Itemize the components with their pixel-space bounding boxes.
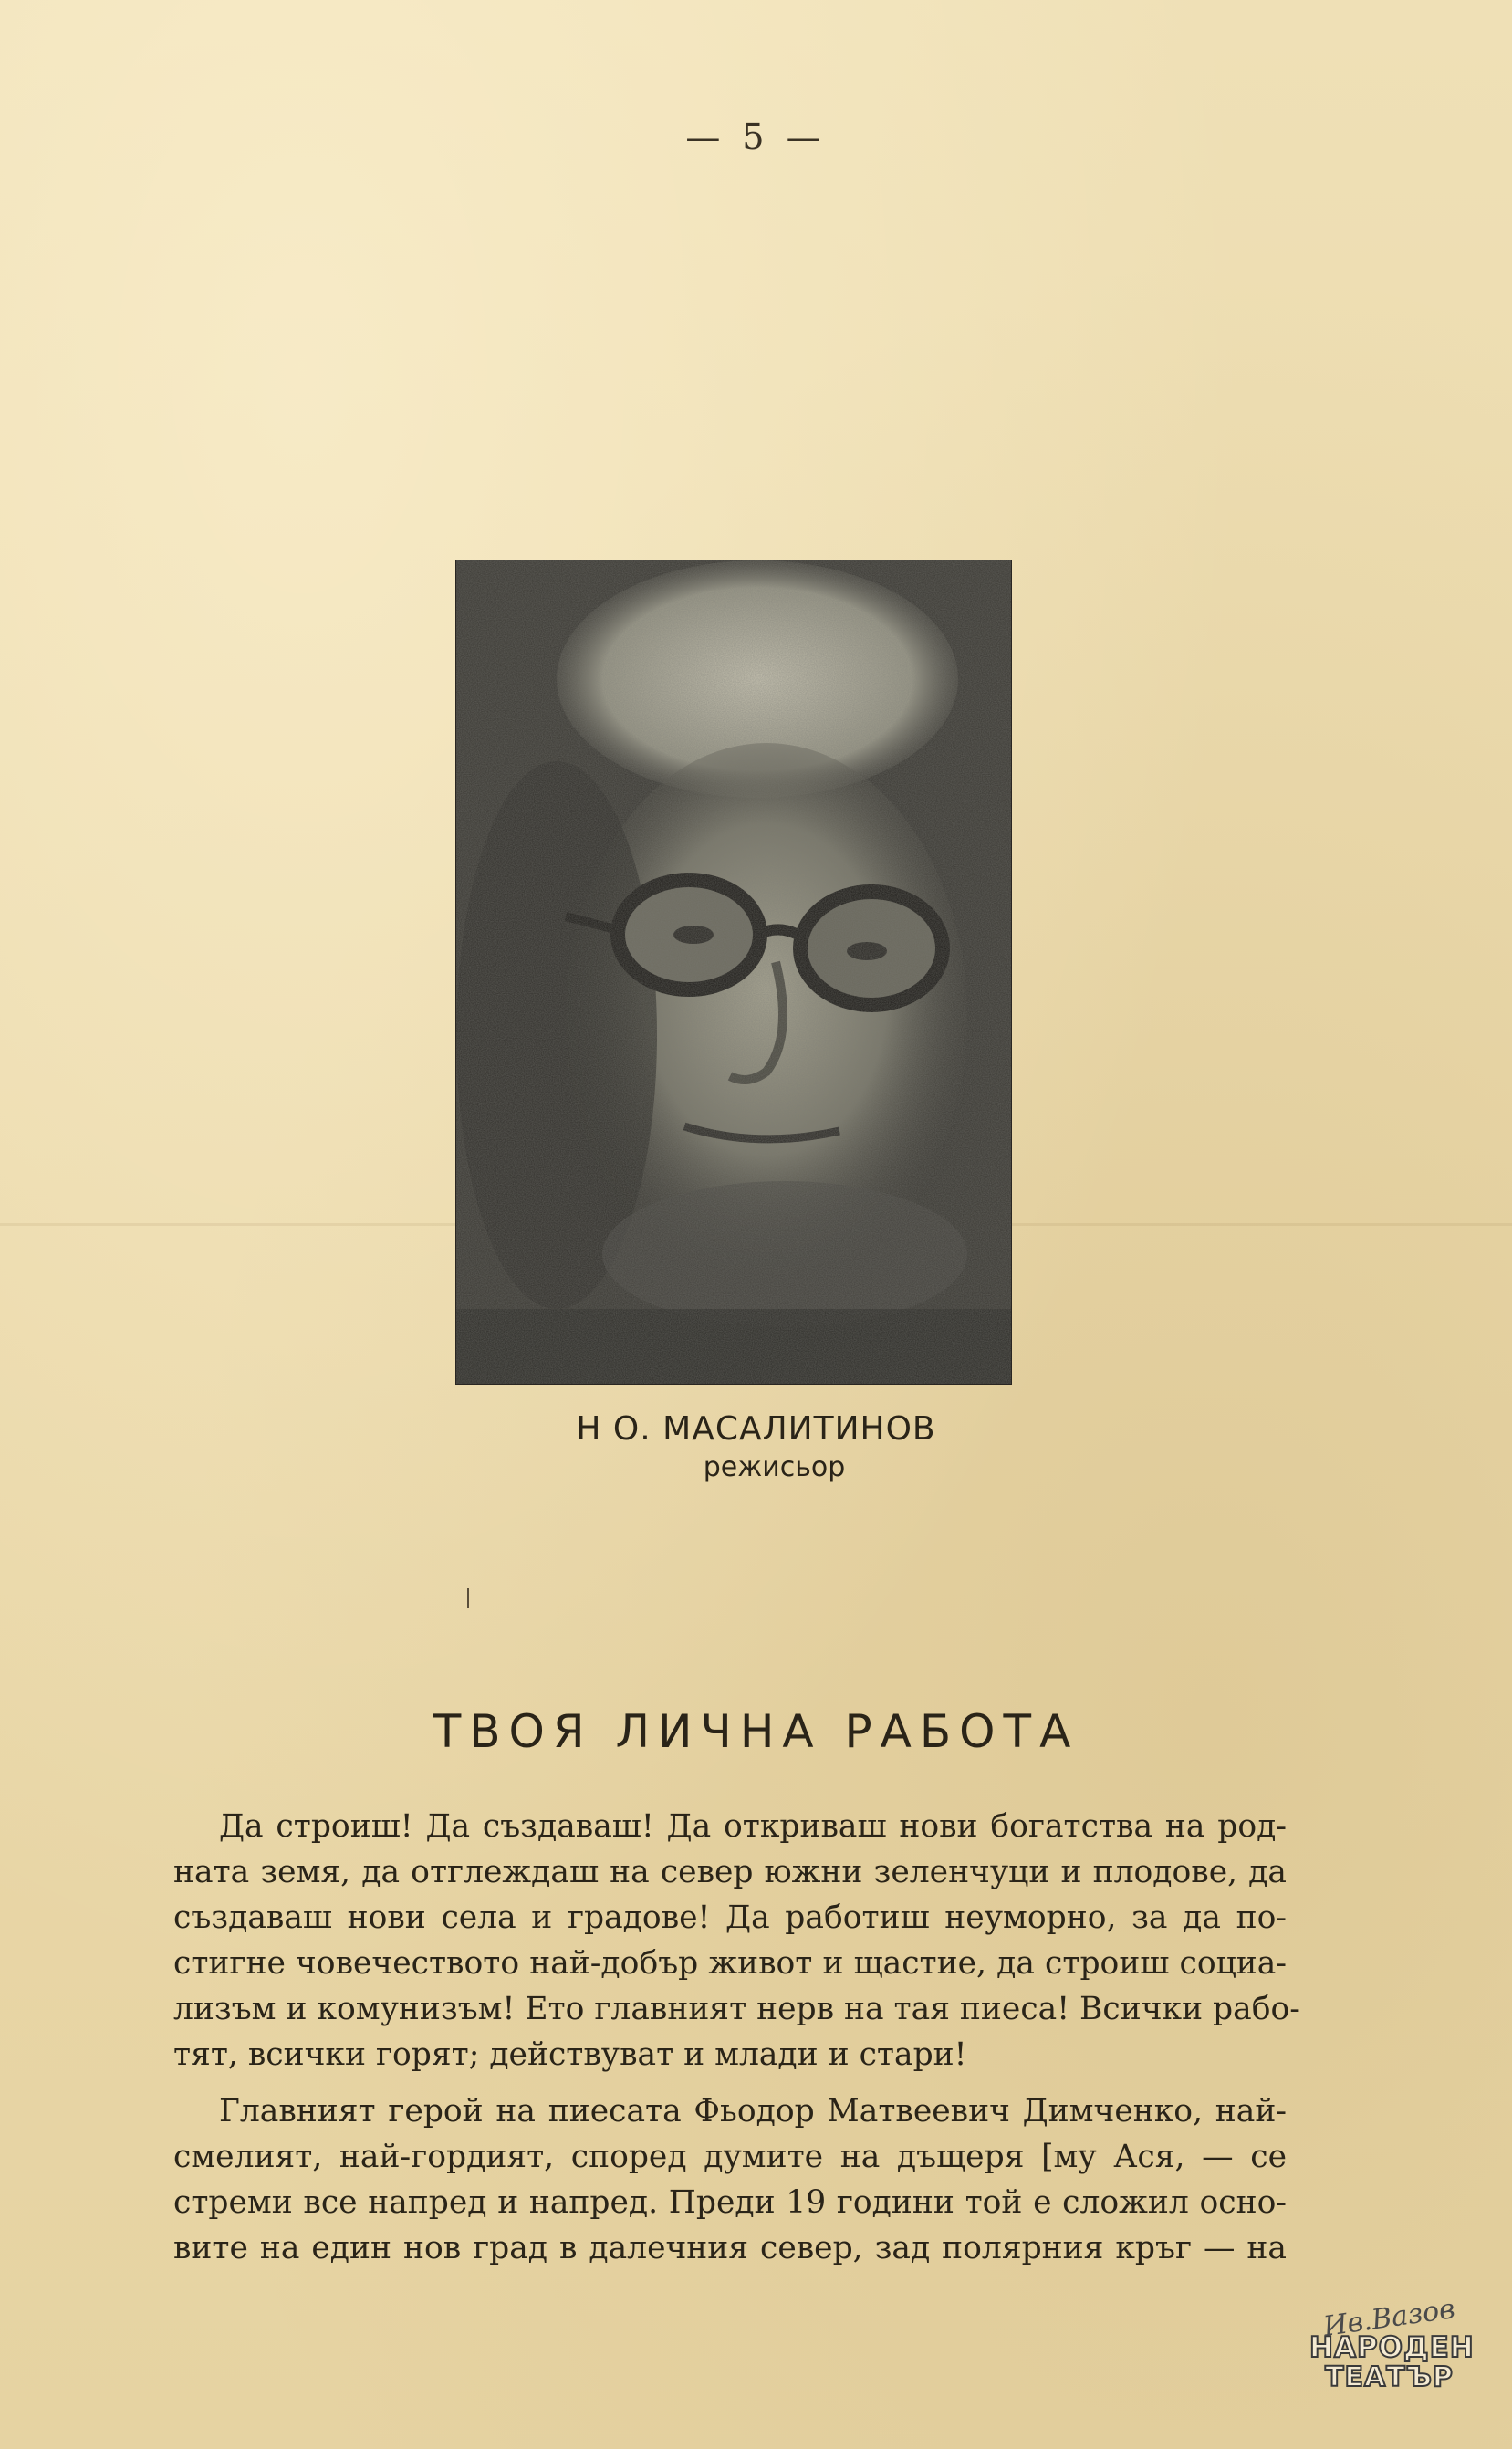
national-theatre-stamp [1309, 2293, 1475, 2414]
paragraph-2-line-1: Главният герой на пиесата Фьодор Матвеевич Димченко, най- [219, 2093, 1287, 2130]
paragraph-2-line-3: стреми все напред и напред. Преди 19 години той е сложил осно- [173, 2184, 1287, 2221]
page-number: — 5 — [685, 117, 827, 157]
article-body [173, 1804, 1300, 2271]
paragraph-1-line-5: лизъм и комунизъм! Ето главният нерв на тая пиеса! Всички рабо- [173, 1991, 1300, 2027]
stamp-line-2: ТЕАТЪР [1325, 2361, 1454, 2393]
paragraph-2-line-2: смелият, най-гордият, според думите на дъщеря [му Ася, — се [173, 2139, 1287, 2175]
paragraph-1-line-1: Да строиш! Да създаваш! Да откриваш нови богатства на род- [219, 1808, 1287, 1845]
portrait-caption-name: Н О. МАСАЛИТИНОВ [576, 1410, 936, 1448]
stamp-line-1: НАРОДЕН [1309, 2331, 1475, 2364]
article-heading: ТВОЯ ЛИЧНА РАБОТА [433, 1705, 1079, 1758]
portrait-caption-role: режисьор [703, 1451, 846, 1483]
article-paragraph-1 [173, 1804, 1300, 2077]
paragraph-1-line-4: стигне човечеството най-добър живот и щастие, да строиш социа- [173, 1945, 1287, 1982]
stamp-signature: Ив.Вазов [1321, 2293, 1457, 2343]
paragraph-1-line-2: ната земя, да отглеждаш на север южни зеленчуци и плодове, да [173, 1854, 1287, 1890]
article-paragraph-2 [173, 2088, 1287, 2271]
portrait-photo [456, 560, 1011, 1384]
paragraph-2-line-4: вите на един нов град в далечния север, зад полярния кръг — на [173, 2230, 1287, 2266]
paragraph-1-line-3: създаваш нови села и градове! Да работиш неуморно, за да по- [173, 1900, 1287, 1936]
stray-print-mark [467, 1588, 469, 1608]
portrait-illustration [456, 560, 1011, 1384]
paragraph-1-line-6: тят, всички горят; действуват и млади и стари! [173, 2036, 967, 2073]
